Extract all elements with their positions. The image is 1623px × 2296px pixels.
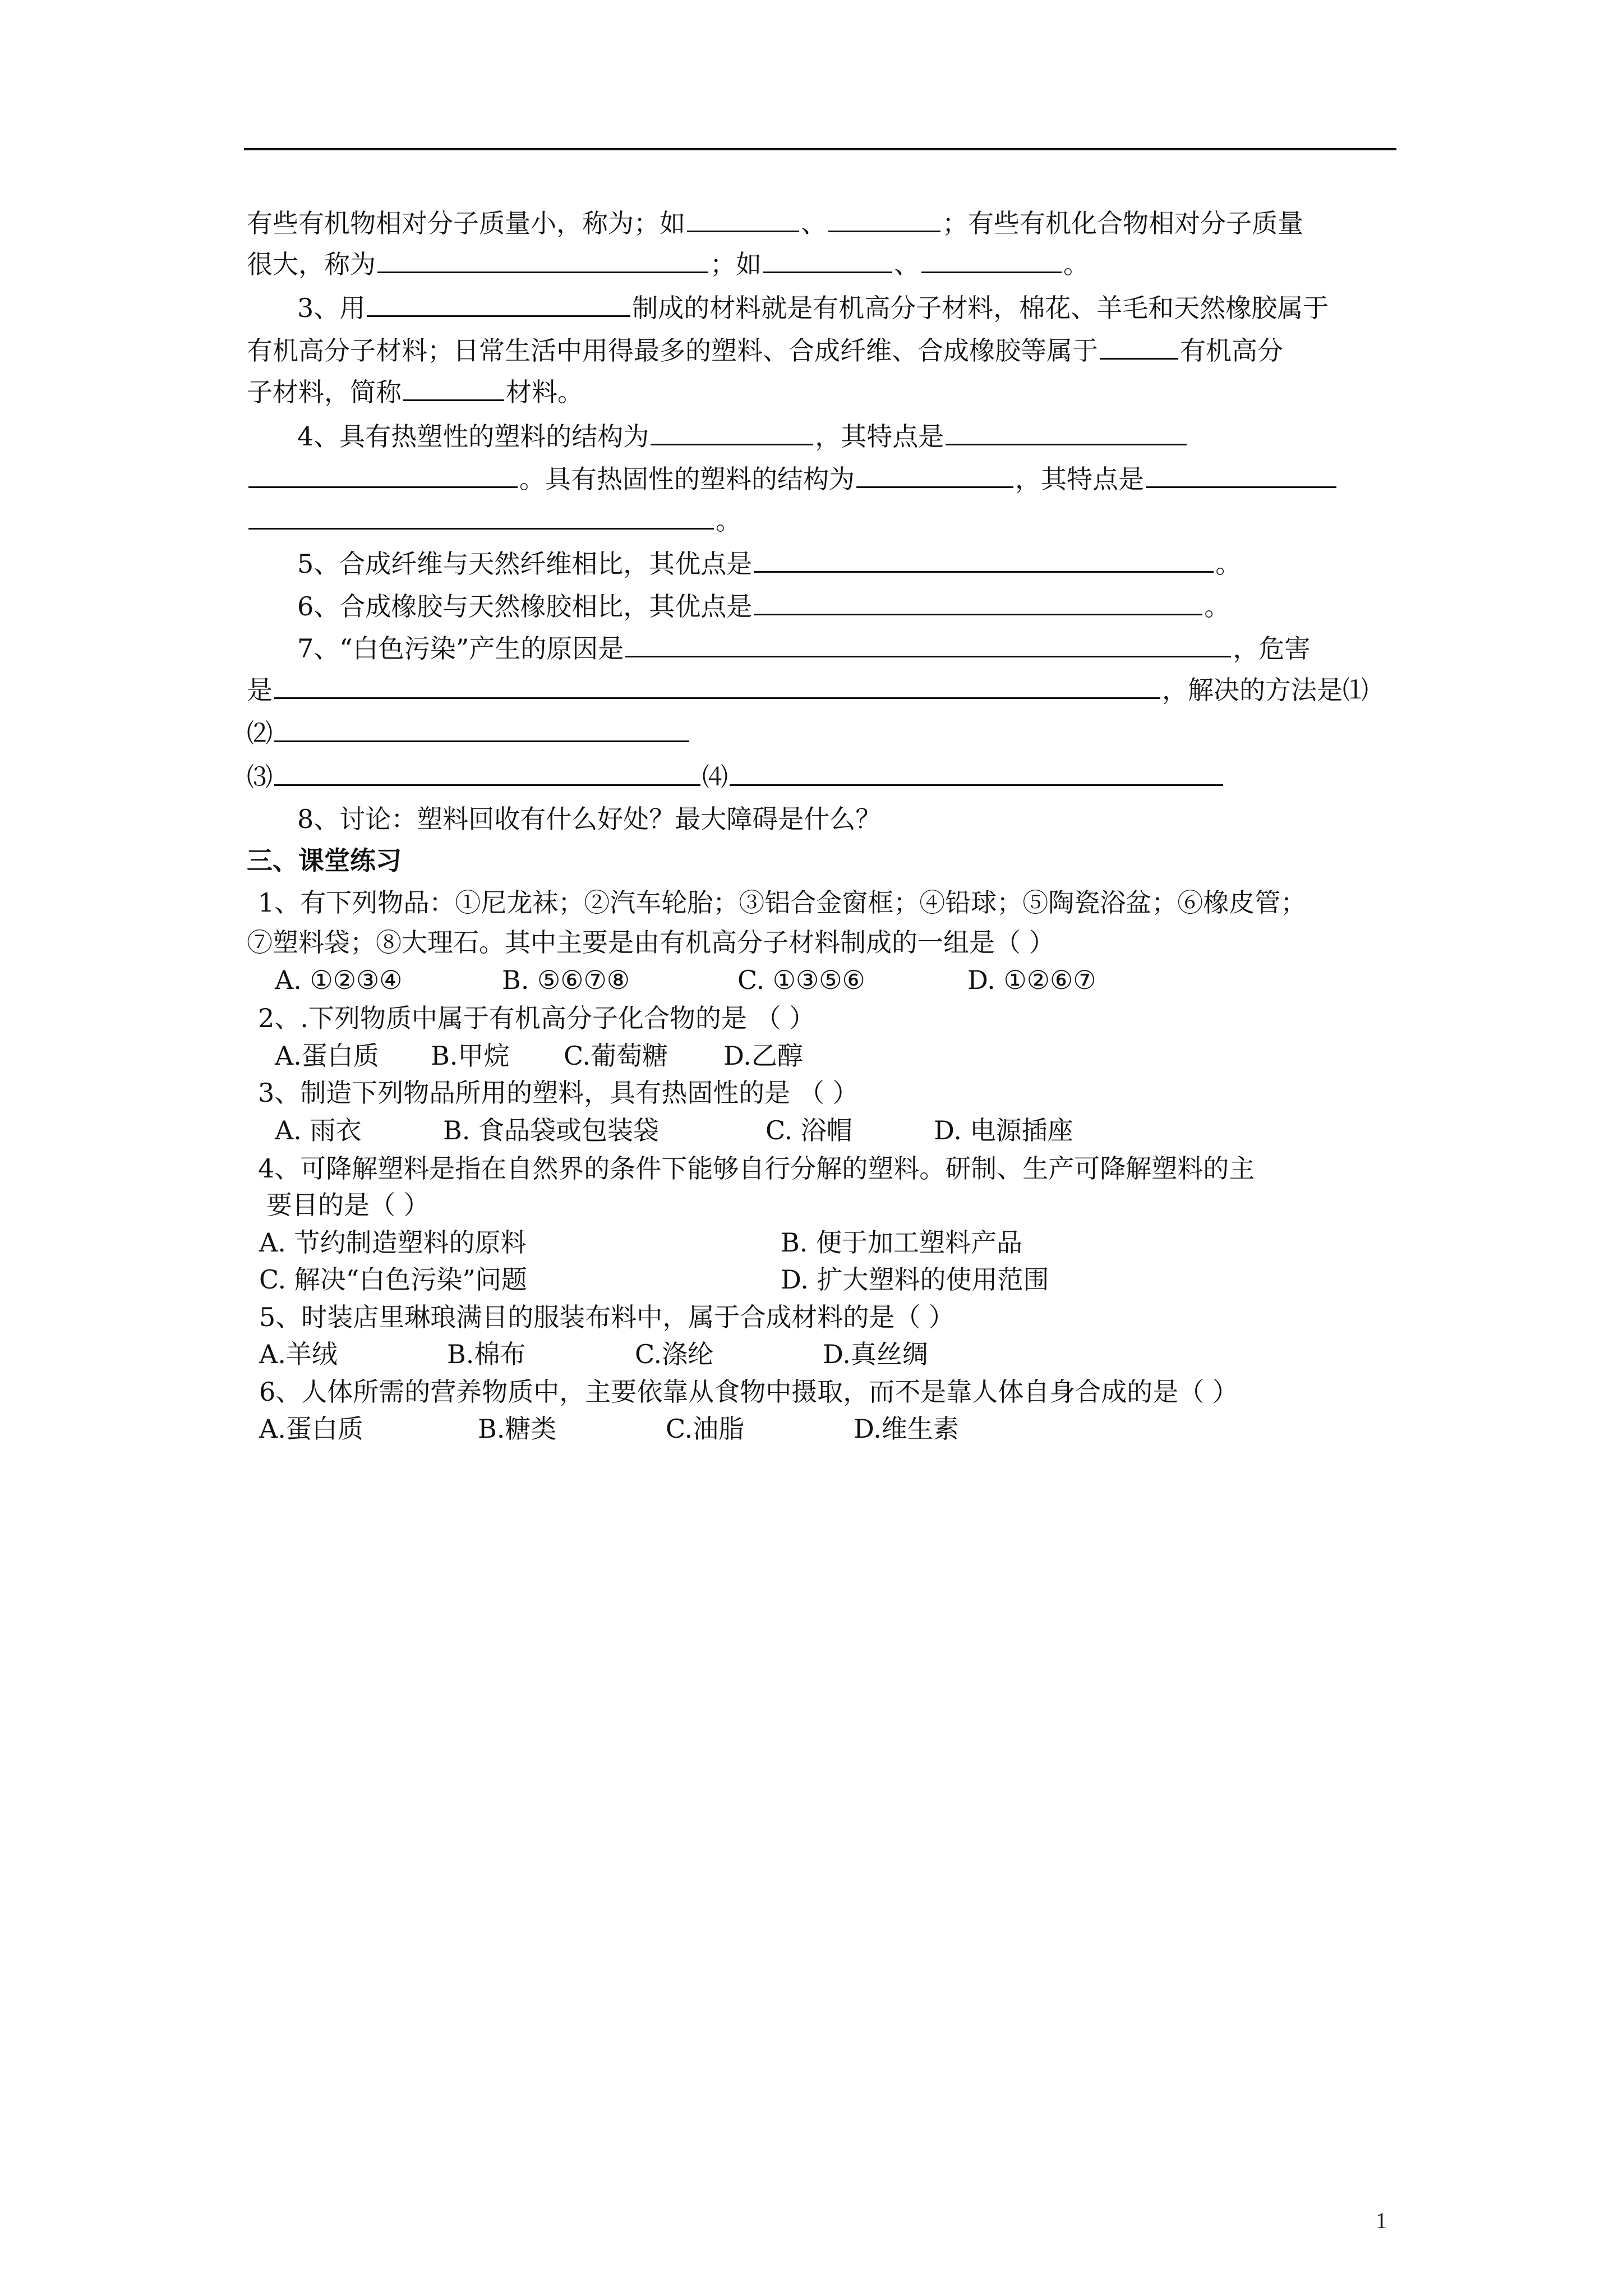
line2-text-b: ；如	[710, 249, 762, 279]
q3-options	[275, 1114, 1073, 1147]
text-line-2	[247, 247, 1089, 281]
q6-option-b[interactable]: B.糖类	[478, 1414, 557, 1444]
q6-option-a[interactable]: A.蛋白质	[259, 1414, 363, 1444]
line5-text-a: 子材料，简称	[247, 377, 402, 407]
fill-blank[interactable]	[828, 206, 940, 232]
q1-option-b[interactable]: B. ⑤⑥⑦⑧	[502, 965, 630, 995]
fill-blank[interactable]	[625, 631, 1231, 657]
fill-blank[interactable]	[856, 462, 1013, 488]
fill-blank[interactable]	[367, 291, 630, 317]
fill-blank[interactable]	[651, 419, 813, 445]
q5-options	[259, 1337, 928, 1371]
page-number: 1	[1376, 2208, 1387, 2233]
line14-text-a: ⑶	[247, 762, 273, 792]
q5-option-b[interactable]: B.棉布	[447, 1339, 526, 1369]
text-line-7	[247, 462, 1338, 496]
line13-text-a: ⑵	[247, 718, 273, 748]
q1-stem-2: ⑦塑料袋；⑧大理石。其中主要是由有机高分子材料制成的一组是（ ）	[247, 927, 1055, 958]
q5-option-d[interactable]: D.真丝绸	[823, 1339, 928, 1369]
fill-blank[interactable]	[248, 462, 518, 488]
header-rule	[244, 148, 1396, 150]
q4-stem-1: 4、可降解塑料是指在自然界的条件下能够自行分解的塑料。研制、生产可降解塑料的主	[258, 1153, 1255, 1184]
q2-option-c[interactable]: C.葡萄糖	[564, 1041, 668, 1071]
q3-option-d[interactable]: D. 电源插座	[934, 1115, 1073, 1145]
line1-text-c: ；有些有机化合物相对分子质量	[942, 208, 1303, 238]
fill-blank[interactable]	[274, 760, 700, 786]
line7-text-b: ，其特点是	[1015, 464, 1144, 494]
q2-option-b[interactable]: B.甲烷	[431, 1041, 510, 1071]
q6-stem: 6、人体所需的营养物质中，主要依靠从食物中摄取，而不是靠人体自身合成的是（ ）	[259, 1377, 1238, 1407]
q6-option-d[interactable]: D.维生素	[854, 1414, 959, 1444]
line7-text-a: 。具有热固性的塑料的结构为	[519, 464, 855, 494]
q4-option-b[interactable]: B. 便于加工塑料产品	[781, 1227, 1023, 1258]
q3-option-c[interactable]: C. 浴帽	[766, 1115, 852, 1145]
text-line-1	[247, 206, 1303, 240]
q5-stem: 5、时装店里琳琅满目的服装布料中，属于合成材料的是（ ）	[259, 1302, 955, 1332]
text-line-8	[247, 503, 741, 537]
q3-option-a[interactable]: A. 雨衣	[275, 1115, 362, 1145]
line11-text-b: ，危害	[1233, 633, 1311, 664]
q4-stem-2: 要目的是（ ）	[266, 1190, 430, 1220]
line2-text-d: 。	[1063, 249, 1089, 279]
text-line-15	[297, 802, 881, 836]
fill-blank[interactable]	[274, 673, 1160, 699]
fill-blank[interactable]	[754, 546, 1214, 573]
text-line-9	[297, 546, 1241, 581]
line1-text-a: 有些有机物相对分子质量小，称为；如	[247, 208, 685, 238]
q2-stem: 2、.下列物质中属于有机高分子化合物的是 （ ）	[258, 1003, 815, 1033]
q2-options	[275, 1039, 803, 1073]
q5-option-a[interactable]: A.羊绒	[259, 1339, 338, 1369]
line4-text-a: 有机高分子材料；日常生活中用得最多的塑料、合成纤维、合成橡胶等属于	[247, 335, 1098, 366]
line10-text-a: 6、合成橡胶与天然橡胶相比，其优点是	[297, 591, 753, 622]
line2-text-c: 、	[894, 249, 920, 279]
fill-blank[interactable]	[377, 247, 708, 273]
fill-blank[interactable]	[274, 716, 689, 742]
q1-option-c[interactable]: C. ①③⑤⑥	[737, 965, 865, 995]
line6-text-a: 4、具有热塑性的塑料的结构为	[297, 421, 649, 452]
q6-options	[259, 1412, 959, 1446]
q1-option-d[interactable]: D. ①②⑥⑦	[967, 965, 1096, 995]
line11-text-a: 7、“白色污染”产生的原因是	[297, 633, 624, 664]
text-line-14	[247, 760, 1225, 794]
q4-option-c[interactable]: C. 解决“白色污染”问题	[259, 1264, 527, 1295]
q2-option-d[interactable]: D.乙醇	[723, 1041, 803, 1071]
text-line-11	[297, 631, 1310, 665]
line9-text-a: 5、合成纤维与天然纤维相比，其优点是	[297, 549, 753, 579]
q4-options-row-1	[259, 1226, 1022, 1259]
q1-option-a[interactable]: A. ①②③④	[275, 965, 403, 995]
text-line-5	[247, 375, 583, 409]
line2-text-a: 很大，称为	[247, 249, 376, 279]
section-heading: 三、课堂练习	[247, 845, 402, 876]
line14-text-b: ⑷	[702, 762, 728, 792]
line6-text-b: ，其特点是	[815, 421, 944, 452]
q6-option-c[interactable]: C.油脂	[666, 1414, 745, 1444]
line12-text-a: 是	[247, 675, 273, 705]
text-line-12	[247, 673, 1368, 707]
q5-option-c[interactable]: C.涤纶	[635, 1339, 714, 1369]
text-line-3	[297, 291, 1329, 325]
fill-blank[interactable]	[248, 503, 714, 530]
q1-options	[275, 963, 1096, 997]
line8-text-a: 。	[716, 505, 741, 536]
fill-blank[interactable]	[730, 760, 1223, 786]
line3-text-a: 3、用	[297, 293, 366, 323]
line5-text-b: 材料。	[506, 377, 583, 407]
line1-text-b: 、	[801, 208, 827, 238]
text-line-13	[247, 716, 691, 750]
q1-stem-1: 1、有下列物品：①尼龙袜；②汽车轮胎；③铝合金窗框；④铅球；⑤陶瓷浴盆；⑥橡皮管；	[258, 887, 1307, 918]
text-line-4	[247, 333, 1283, 367]
text-line-6	[297, 419, 1188, 453]
fill-blank[interactable]	[946, 419, 1187, 445]
fill-blank[interactable]	[754, 589, 1202, 615]
q4-option-d[interactable]: D. 扩大塑料的使用范围	[781, 1264, 1049, 1295]
fill-blank[interactable]	[763, 247, 892, 273]
line15-text-a: 8、讨论：塑料回收有什么好处？最大障碍是什么？	[297, 804, 882, 834]
line12-text-b: ，解决的方法是⑴	[1162, 675, 1368, 705]
fill-blank[interactable]	[403, 375, 504, 401]
line3-text-b: 制成的材料就是有机高分子材料，棉花、羊毛和天然橡胶属于	[632, 293, 1329, 323]
line9-text-b: 。	[1215, 549, 1242, 579]
fill-blank[interactable]	[687, 206, 799, 232]
fill-blank[interactable]	[1100, 333, 1178, 360]
q2-option-a[interactable]: A.蛋白质	[275, 1041, 379, 1071]
line10-text-b: 。	[1204, 591, 1230, 622]
q3-option-b[interactable]: B. 食品袋或包装袋	[443, 1115, 660, 1145]
fill-blank[interactable]	[1146, 462, 1336, 488]
text-line-10	[297, 589, 1230, 623]
q3-stem: 3、制造下列物品所用的塑料，具有热固性的是 （ ）	[258, 1078, 859, 1108]
q4-option-a[interactable]: A. 节约制造塑料的原料	[259, 1227, 527, 1258]
line4-text-b: 有机高分	[1180, 335, 1283, 366]
q4-options-row-2	[259, 1263, 1049, 1296]
fill-blank[interactable]	[921, 247, 1062, 273]
